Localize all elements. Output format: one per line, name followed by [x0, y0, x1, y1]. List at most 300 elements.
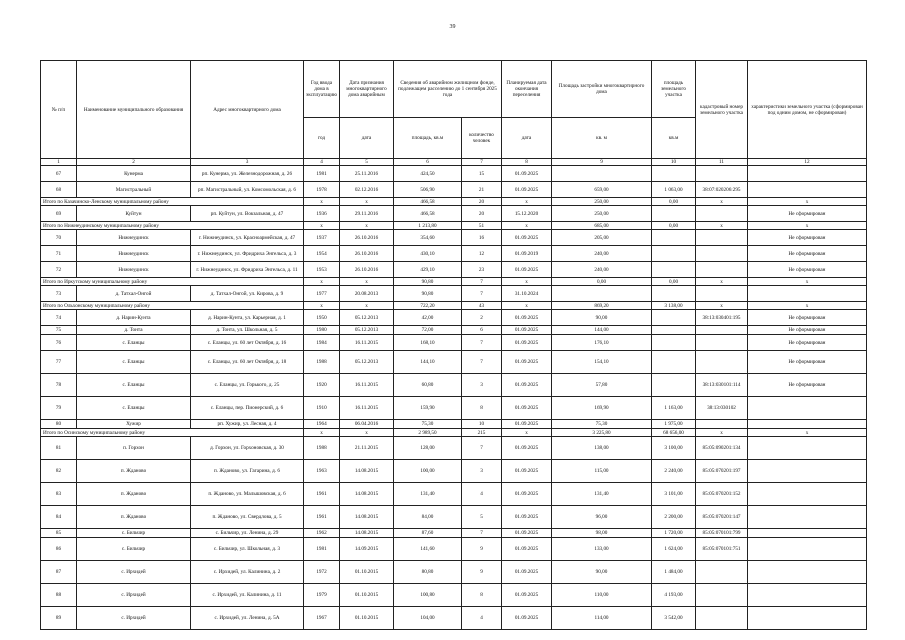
table-row [41, 286, 867, 302]
subtotal-row [41, 429, 867, 437]
cell-cadastral [696, 246, 748, 262]
cell-plan-date: 01.09.2025 [502, 326, 552, 335]
cell-area: 2 989,50 [394, 429, 462, 437]
cell-cadastral: x [696, 302, 748, 310]
subtotal-label: Итого по Казачинско-Ленскому муниципальному району [41, 198, 304, 206]
cell-cadastral [696, 326, 748, 335]
cell-people: 51 [462, 222, 502, 230]
cell-building-area: 250,00 [552, 206, 652, 222]
cell-land-char: Не сформирован [748, 246, 867, 262]
cell-year: 1967 [304, 607, 340, 630]
cell-area: 506,90 [394, 182, 462, 198]
cell-plan-date: 01.09.2025 [502, 335, 552, 351]
cell-date: 01.10.2015 [340, 607, 394, 630]
cell-cadastral: 38:13:030101:114 [696, 374, 748, 397]
cell-people: 215 [462, 429, 502, 437]
cell-year: 1977 [304, 286, 340, 302]
cell-municipality: с. Ирхидей [77, 584, 191, 607]
cell-date: x [340, 222, 394, 230]
cell-year: 1936 [304, 206, 340, 222]
cell-building-area: 115,00 [552, 460, 652, 483]
cell-date: 16.11.2015 [340, 374, 394, 397]
cell-area: 80,80 [394, 561, 462, 584]
cell-plan-date: x [502, 278, 552, 286]
cell-cadastral: 85:05:070201:197 [696, 460, 748, 483]
cell-date: 01.10.2015 [340, 561, 394, 584]
cell-municipality: п. Жданово [77, 506, 191, 529]
cell-date: 14.08.2015 [340, 506, 394, 529]
cell-date: 05.12.2013 [340, 351, 394, 374]
cell-land-char [748, 460, 867, 483]
table-row [41, 246, 867, 262]
cell-cadastral [696, 206, 748, 222]
cell-address: с. Бильчир, ул. Школьная, д. 3 [191, 538, 304, 561]
cell-land-char [748, 561, 867, 584]
cell-land-char: Не сформирован [748, 326, 867, 335]
cell-land-area: 1 720,00 [652, 529, 696, 538]
cell-area: 429,10 [394, 262, 462, 278]
cell-municipality: п. Жданово [77, 460, 191, 483]
cell-address: д. Горхон, ул. Горхоновская, д. 30 [191, 437, 304, 460]
subheader-land-unit: кв.м [652, 118, 696, 159]
cell-land-area: 4 193,00 [652, 584, 696, 607]
cell-year: 1972 [304, 561, 340, 584]
cell-address: с. Еланцы, ул. Горького, д. 25 [191, 374, 304, 397]
cell-building-area: 57,80 [552, 374, 652, 397]
cell-area: 72,00 [394, 326, 462, 335]
table-row [41, 335, 867, 351]
col-number: 3 [191, 159, 304, 166]
table-row [41, 374, 867, 397]
cell-municipality: с. Еланцы [77, 351, 191, 374]
cell-municipality: с. Еланцы [77, 335, 191, 351]
cell-land-char [748, 286, 867, 302]
cell-building-area: 90,00 [552, 310, 652, 326]
cell-year: 1979 [304, 584, 340, 607]
cell-plan-date: 01.09.2025 [502, 262, 552, 278]
cell-land-area [652, 246, 696, 262]
cell-year: 1978 [304, 182, 340, 198]
cell-plan-date: 01.09.2025 [502, 506, 552, 529]
cell-plan-date: 01.09.2025 [502, 538, 552, 561]
col-number: 5 [340, 159, 394, 166]
cell-land-area: 1 484,00 [652, 561, 696, 584]
col-number: 11 [696, 159, 748, 166]
subheader-date: дата [340, 118, 394, 159]
subtotal-label: Итого по Нижнеудинскому муниципальному району [41, 222, 304, 230]
cell-land-char: x [748, 302, 867, 310]
cell-address: п. Жданово, ул. Свердлова, д. 5 [191, 506, 304, 529]
cell-people: 4 [462, 483, 502, 506]
cell-plan-date: 01.09.2025 [502, 166, 552, 182]
table-body [41, 166, 867, 630]
cell-building-area: 144,00 [552, 326, 652, 335]
cell-date: 20.08.2013 [340, 286, 394, 302]
cell-people: 7 [462, 437, 502, 460]
cell-date: 14.08.2015 [340, 483, 394, 506]
cell-people: 3 [462, 460, 502, 483]
cell-year: x [304, 302, 340, 310]
cell-cadastral [696, 561, 748, 584]
subheader-year: год [304, 118, 340, 159]
cell-building-area: 138,00 [552, 437, 652, 460]
cell-land-area [652, 286, 696, 302]
cell-land-area: 1 975,00 [652, 420, 696, 429]
cell-people: 3 [462, 374, 502, 397]
cell-municipality: с. Бильчир [77, 529, 191, 538]
cell-date: 05.12.2013 [340, 310, 394, 326]
cell-land-char [748, 397, 867, 420]
cell-land-char: Не сформирован [748, 230, 867, 246]
cell-land-char: Не сформирован [748, 206, 867, 222]
cell-people: 9 [462, 538, 502, 561]
cell-date: 14.09.2015 [340, 538, 394, 561]
subtotal-label: Итого по Ольхонскому муниципальному району [41, 302, 304, 310]
col-number: 1 [41, 159, 77, 166]
cell-land-area: 3 100,00 [652, 437, 696, 460]
cell-people: 7 [462, 351, 502, 374]
col-number: 6 [394, 159, 462, 166]
cell-year: 1984 [304, 335, 340, 351]
cell-people: 7 [462, 286, 502, 302]
table-row [41, 326, 867, 335]
subtotal-label: Итого по Осинскому муниципальному району [41, 429, 304, 437]
cell-cadastral: x [696, 429, 748, 437]
cell-land-area [652, 166, 696, 182]
cell-plan-date: 01.09.2025 [502, 584, 552, 607]
cell-building-area: 154,10 [552, 351, 652, 374]
cell-num: 88 [41, 584, 77, 607]
header-cadastral: кадастровый номер земельного участка [696, 61, 748, 159]
cell-building-area: 114,00 [552, 607, 652, 630]
cell-year: 1981 [304, 166, 340, 182]
cell-area: 87,60 [394, 529, 462, 538]
cell-date: 02.12.2016 [340, 182, 394, 198]
cell-num: 80 [41, 420, 77, 429]
cell-land-area [652, 230, 696, 246]
cell-address: с. Ирхидей, ул. Ленина, д. 5А [191, 607, 304, 630]
cell-address: рп. Магистральный, ул. Комсомольская, д. 6 [191, 182, 304, 198]
cell-num: 77 [41, 351, 77, 374]
cell-date: 26.10.2016 [340, 246, 394, 262]
cell-num: 76 [41, 335, 77, 351]
cell-address: г. Нижнеудинск, ул. Фридриха Энгельса, д. 3 [191, 246, 304, 262]
cell-land-area [652, 326, 696, 335]
cell-area: 168,10 [394, 335, 462, 351]
cell-date: 14.08.2015 [340, 529, 394, 538]
table-row [41, 351, 867, 374]
table-row [41, 206, 867, 222]
cell-address: г. Нижнеудинск, ул. Фридриха Энгельса, д. 11 [191, 262, 304, 278]
cell-cadastral [696, 420, 748, 429]
header-recognition-date: Дата признания многоквартирного дома аварийным [340, 61, 394, 118]
cell-municipality: Хужир [77, 420, 191, 429]
cell-num: 72 [41, 262, 77, 278]
cell-land-area: 1 063,00 [652, 182, 696, 198]
cell-date: 16.11.2015 [340, 335, 394, 351]
cell-plan-date: 01.09.2025 [502, 374, 552, 397]
cell-land-area: 2 200,00 [652, 506, 696, 529]
cell-land-char: x [748, 278, 867, 286]
cell-year: 1953 [304, 262, 340, 278]
cell-building-area: 75,30 [552, 420, 652, 429]
cell-people: 4 [462, 607, 502, 630]
cell-cadastral [696, 166, 748, 182]
col-number: 2 [77, 159, 191, 166]
cell-num: 74 [41, 310, 77, 326]
cell-land-char: Не сформирован [748, 310, 867, 326]
cell-plan-date: 01.09.2025 [502, 420, 552, 429]
cell-num: 70 [41, 230, 77, 246]
cell-land-area [652, 262, 696, 278]
cell-num: 85 [41, 529, 77, 538]
header-num: № п/п [41, 61, 77, 159]
header-municipality: Наименование муниципального образования [77, 61, 191, 159]
cell-address: с. Ирхидей, ул. Калинина, д. 2 [191, 561, 304, 584]
cell-date: 14.08.2015 [340, 460, 394, 483]
subheader-build-unit: кв. м [552, 118, 652, 159]
col-number: 8 [502, 159, 552, 166]
cell-people: 23 [462, 262, 502, 278]
header-land-area: площадь земельного участка [652, 61, 696, 118]
cell-area: 42,00 [394, 310, 462, 326]
cell-municipality: с. Ирхидей [77, 607, 191, 630]
cell-people: 8 [462, 584, 502, 607]
cell-area: 90,80 [394, 286, 462, 302]
cell-address: п. Жданово, ул. Малышовская, д. 6 [191, 483, 304, 506]
cell-plan-date: 01.09.2019 [502, 246, 552, 262]
col-number: 9 [552, 159, 652, 166]
cell-plan-date: 01.09.2025 [502, 397, 552, 420]
table-row [41, 310, 867, 326]
cell-date: 21.11.2015 [340, 437, 394, 460]
cell-plan-date: 01.09.2025 [502, 182, 552, 198]
subtotal-row [41, 302, 867, 310]
cell-address: п. Жданово, ул. Гагарина, д. 6 [191, 460, 304, 483]
cell-date: x [340, 198, 394, 206]
cell-address: с. Еланцы, пер. Пионерский, д. 6 [191, 397, 304, 420]
cell-people: 8 [462, 397, 502, 420]
cell-cadastral [696, 584, 748, 607]
cell-building-area: 240,00 [552, 262, 652, 278]
cell-date: 26.10.2016 [340, 262, 394, 278]
cell-year: 1937 [304, 230, 340, 246]
cell-plan-date: 31.10.2024 [502, 286, 552, 302]
cell-date: 06.04.2016 [340, 420, 394, 429]
cell-building-area: 98,00 [552, 529, 652, 538]
cell-people: 15 [462, 166, 502, 182]
cell-people: 5 [462, 506, 502, 529]
cell-cadastral: 38:13:030401:195 [696, 310, 748, 326]
cell-num: 78 [41, 374, 77, 397]
cell-num: 79 [41, 397, 77, 420]
cell-plan-date: 15.12.2020 [502, 206, 552, 222]
header-planned-date: Планируемая дата окончания переселения [502, 61, 552, 118]
col-number: 7 [462, 159, 502, 166]
cell-land-area [652, 206, 696, 222]
cell-people: 43 [462, 302, 502, 310]
cell-land-char: Не сформирован [748, 351, 867, 374]
cell-land-char: x [748, 222, 867, 230]
cell-plan-date: 01.09.2025 [502, 351, 552, 374]
cell-area: 141,60 [394, 538, 462, 561]
cell-num: 68 [41, 182, 77, 198]
cell-area: 60,80 [394, 374, 462, 397]
cell-cadastral [696, 335, 748, 351]
cell-land-char [748, 584, 867, 607]
table-row [41, 506, 867, 529]
cell-cadastral [696, 286, 748, 302]
cell-land-char: x [748, 429, 867, 437]
cell-land-area: 68 656,00 [652, 429, 696, 437]
table-row [41, 437, 867, 460]
cell-land-char: Не сформирован [748, 335, 867, 351]
cell-area: 128,00 [394, 437, 462, 460]
cell-year: 1961 [304, 483, 340, 506]
cell-plan-date: x [502, 302, 552, 310]
cell-year: 1962 [304, 529, 340, 538]
cell-people: 16 [462, 230, 502, 246]
cell-year: 1920 [304, 374, 340, 397]
cell-plan-date: 01.09.2025 [502, 460, 552, 483]
cell-building-area: 205,00 [552, 230, 652, 246]
cell-municipality: Куйтун [77, 206, 191, 222]
cell-land-area: 0,00 [652, 222, 696, 230]
cell-plan-date: 01.09.2025 [502, 230, 552, 246]
cell-cadastral: x [696, 278, 748, 286]
subheader-plan-date: дата [502, 118, 552, 159]
cell-municipality: Нижнеудинск [77, 230, 191, 246]
table-row [41, 166, 867, 182]
cell-land-area [652, 310, 696, 326]
cell-land-char [748, 166, 867, 182]
cell-building-area: 110,00 [552, 584, 652, 607]
cell-area: 144,10 [394, 351, 462, 374]
cell-land-char [748, 529, 867, 538]
cell-cadastral: x [696, 198, 748, 206]
cell-address: д. Тонта, ул. Школьная, д. 5 [191, 326, 304, 335]
cell-year: 1964 [304, 420, 340, 429]
cell-land-area: 2 240,00 [652, 460, 696, 483]
emergency-housing-table [40, 60, 867, 630]
cell-people: 20 [462, 206, 502, 222]
cell-area: 100,00 [394, 460, 462, 483]
cell-plan-date: 01.09.2025 [502, 310, 552, 326]
cell-plan-date: 01.09.2025 [502, 529, 552, 538]
cell-year: x [304, 278, 340, 286]
cell-year: x [304, 222, 340, 230]
cell-plan-date: 01.09.2025 [502, 607, 552, 630]
cell-municipality: с. Еланцы [77, 374, 191, 397]
cell-building-area: 169,90 [552, 397, 652, 420]
cell-municipality: Магистральный [77, 182, 191, 198]
cell-year: 1981 [304, 538, 340, 561]
cell-building-area: 3 225,80 [552, 429, 652, 437]
cell-area: 1 213,80 [394, 222, 462, 230]
header-emergency-info: Сведения об аварийном жилищном фонде, подлежащем расселению до 1 сентября 2025 года [394, 61, 502, 118]
cell-land-area: 0,00 [652, 278, 696, 286]
cell-land-area: 3 101,00 [652, 483, 696, 506]
cell-municipality: Нижнеудинск [77, 246, 191, 262]
cell-area: 90,80 [394, 278, 462, 286]
col-number: 10 [652, 159, 696, 166]
table-row [41, 529, 867, 538]
cell-address: г. Нижнеудинск, ул. Красноармейская, д. 47 [191, 230, 304, 246]
cell-municipality: д. Тонта [77, 326, 191, 335]
cell-num: 67 [41, 166, 77, 182]
cell-plan-date: x [502, 198, 552, 206]
header-year: Год ввода дома в эксплуатацию [304, 61, 340, 118]
cell-address: рп. Куйтун, ул. Вокзальная, д. 47 [191, 206, 304, 222]
cell-municipality: с. Ирхидей [77, 561, 191, 584]
subheader-people: количество человек [462, 118, 502, 159]
cell-municipality: Кунерма [77, 166, 191, 182]
cell-plan-date: x [502, 222, 552, 230]
cell-num: 73 [41, 286, 77, 302]
cell-year: x [304, 198, 340, 206]
cell-building-area: 685,00 [552, 222, 652, 230]
table-row [41, 182, 867, 198]
cell-address: с. Бильчир, ул. Ленина, д. 29 [191, 529, 304, 538]
cell-cadastral: 85:05:070101:799 [696, 529, 748, 538]
cell-num: 69 [41, 206, 77, 222]
cell-area: 84,00 [394, 506, 462, 529]
cell-land-char [748, 182, 867, 198]
table-row [41, 420, 867, 429]
cell-area: 354,60 [394, 230, 462, 246]
cell-address: с. Ирхидей, ул. Калинина, д. 11 [191, 584, 304, 607]
cell-num: 71 [41, 246, 77, 262]
cell-year: 1980 [304, 326, 340, 335]
cell-people: 9 [462, 561, 502, 584]
cell-date: 26.10.2016 [340, 230, 394, 246]
cell-cadastral [696, 607, 748, 630]
cell-date: x [340, 302, 394, 310]
cell-municipality: п. Горхон [77, 437, 191, 460]
cell-cadastral: 38:07:020206:295 [696, 182, 748, 198]
cell-plan-date: 01.09.2025 [502, 437, 552, 460]
cell-area: 159,90 [394, 397, 462, 420]
cell-land-area: 0,00 [652, 198, 696, 206]
table-row [41, 538, 867, 561]
cell-area: 75,30 [394, 420, 462, 429]
cell-people: 2 [462, 310, 502, 326]
cell-date: x [340, 429, 394, 437]
subtotal-label: Итого по Иркутскому муниципальному району [41, 278, 304, 286]
cell-area: 424,50 [394, 166, 462, 182]
cell-people: 6 [462, 326, 502, 335]
cell-date: 29.11.2016 [340, 206, 394, 222]
cell-municipality: с. Еланцы [77, 397, 191, 420]
cell-date: 16.11.2015 [340, 397, 394, 420]
column-numbers-row [41, 159, 867, 166]
cell-year: 1963 [304, 460, 340, 483]
cell-address: рп. Хужир, ул. Лесная, д. 4 [191, 420, 304, 429]
table-row [41, 262, 867, 278]
cell-area: 466,58 [394, 206, 462, 222]
cell-year: 1910 [304, 397, 340, 420]
cell-cadastral [696, 351, 748, 374]
cell-building-area [552, 166, 652, 182]
cell-num: 84 [41, 506, 77, 529]
cell-people: 7 [462, 529, 502, 538]
cell-cadastral: 85:05:070201:152 [696, 483, 748, 506]
cell-land-char [748, 506, 867, 529]
cell-address: с. Еланцы, ул. 60 лет Октября, д. 16 [191, 335, 304, 351]
cell-area: 466,58 [394, 198, 462, 206]
cell-building-area: 659,00 [552, 182, 652, 198]
cell-people: 12 [462, 246, 502, 262]
